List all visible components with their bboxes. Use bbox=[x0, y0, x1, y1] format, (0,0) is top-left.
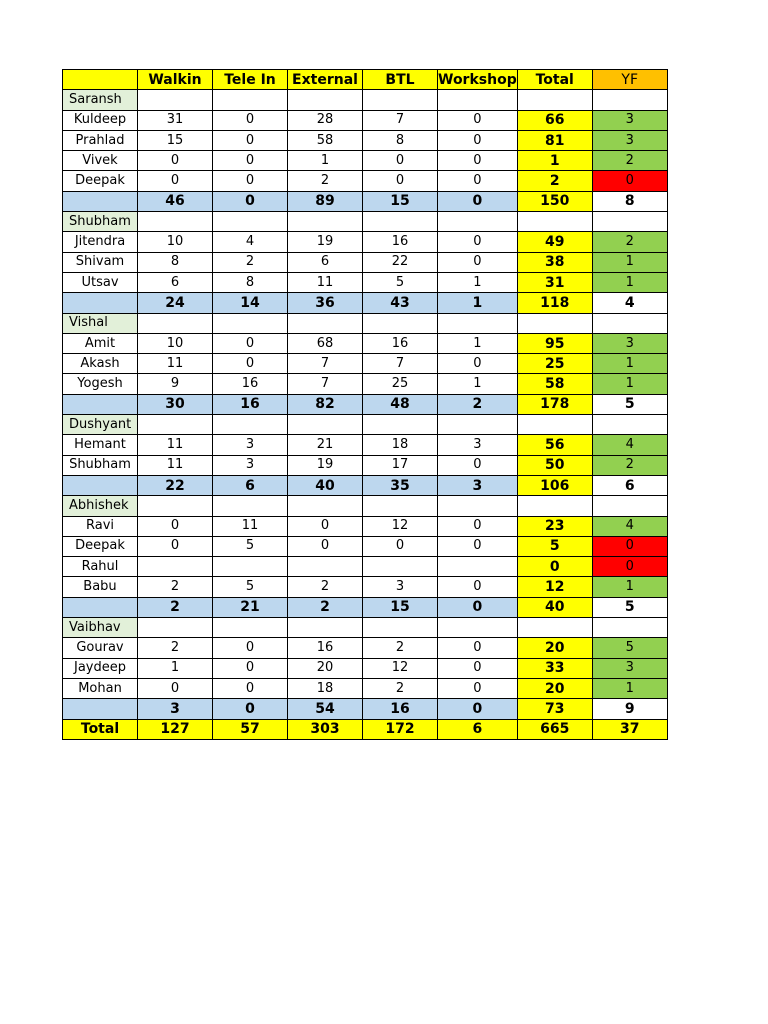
tele-in-cell: 16 bbox=[213, 374, 288, 394]
btl-cell: 2 bbox=[363, 638, 438, 658]
subtotal-btl-cell: 15 bbox=[363, 597, 438, 617]
table-row bbox=[63, 272, 668, 292]
table-body bbox=[63, 70, 668, 740]
empty-cell bbox=[213, 496, 288, 516]
tele-in-cell: 3 bbox=[213, 435, 288, 455]
empty-cell bbox=[438, 313, 518, 333]
walkin-cell: 0 bbox=[138, 151, 213, 171]
walkin-cell: 15 bbox=[138, 130, 213, 150]
subtotal-walkin-cell: 30 bbox=[138, 394, 213, 414]
empty-cell bbox=[592, 618, 667, 638]
btl-cell: 0 bbox=[363, 536, 438, 556]
external-cell: 18 bbox=[288, 678, 363, 698]
row-total-cell: 66 bbox=[517, 110, 592, 130]
header-cell-external: External bbox=[288, 70, 363, 90]
external-cell: 11 bbox=[288, 272, 363, 292]
subtotal-label bbox=[63, 699, 138, 719]
tele-in-cell: 0 bbox=[213, 638, 288, 658]
empty-cell bbox=[363, 90, 438, 110]
tele-in-cell: 0 bbox=[213, 171, 288, 191]
member-name: Prahlad bbox=[63, 130, 138, 150]
workshop-cell: 0 bbox=[438, 354, 518, 374]
yf-cell: 3 bbox=[592, 110, 667, 130]
workshop-cell: 0 bbox=[438, 171, 518, 191]
subtotal-workshop-cell: 0 bbox=[438, 699, 518, 719]
yf-cell: 5 bbox=[592, 638, 667, 658]
subtotal-total-cell: 178 bbox=[517, 394, 592, 414]
empty-cell bbox=[592, 313, 667, 333]
empty-cell bbox=[138, 496, 213, 516]
header-cell-walkin: Walkin bbox=[138, 70, 213, 90]
member-name: Ravi bbox=[63, 516, 138, 536]
external-cell: 1 bbox=[288, 151, 363, 171]
yf-cell: 1 bbox=[592, 374, 667, 394]
subtotal-total-cell: 106 bbox=[517, 475, 592, 495]
grand-total-row bbox=[63, 719, 668, 739]
subtotal-walkin-cell: 3 bbox=[138, 699, 213, 719]
walkin-cell: 8 bbox=[138, 252, 213, 272]
group-row bbox=[63, 212, 668, 232]
subtotal-label bbox=[63, 191, 138, 211]
empty-cell bbox=[363, 618, 438, 638]
subtotal-external-cell: 89 bbox=[288, 191, 363, 211]
walkin-cell: 11 bbox=[138, 354, 213, 374]
member-name: Vivek bbox=[63, 151, 138, 171]
subtotal-workshop-cell: 0 bbox=[438, 191, 518, 211]
table-row bbox=[63, 252, 668, 272]
header-row bbox=[63, 70, 668, 90]
member-name: Akash bbox=[63, 354, 138, 374]
walkin-cell: 0 bbox=[138, 678, 213, 698]
member-name: Yogesh bbox=[63, 374, 138, 394]
subtotal-btl-cell: 35 bbox=[363, 475, 438, 495]
subtotal-external-cell: 54 bbox=[288, 699, 363, 719]
walkin-cell: 1 bbox=[138, 658, 213, 678]
header-cell-tele-in: Tele In bbox=[213, 70, 288, 90]
member-name: Rahul bbox=[63, 557, 138, 577]
tele-in-cell: 3 bbox=[213, 455, 288, 475]
empty-cell bbox=[213, 90, 288, 110]
empty-cell bbox=[517, 496, 592, 516]
empty-cell bbox=[213, 313, 288, 333]
row-total-cell: 33 bbox=[517, 658, 592, 678]
subtotal-tele-in-cell: 14 bbox=[213, 293, 288, 313]
group-row bbox=[63, 90, 668, 110]
subtotal-row bbox=[63, 394, 668, 414]
subtotal-btl-cell: 43 bbox=[363, 293, 438, 313]
subtotal-row bbox=[63, 597, 668, 617]
empty-cell bbox=[288, 90, 363, 110]
empty-cell bbox=[438, 212, 518, 232]
row-total-cell: 95 bbox=[517, 333, 592, 353]
btl-cell: 0 bbox=[363, 151, 438, 171]
member-name: Jaydeep bbox=[63, 658, 138, 678]
subtotal-tele-in-cell: 16 bbox=[213, 394, 288, 414]
subtotal-yf-cell: 6 bbox=[592, 475, 667, 495]
group-row bbox=[63, 415, 668, 435]
empty-cell bbox=[363, 415, 438, 435]
workshop-cell: 0 bbox=[438, 455, 518, 475]
subtotal-yf-cell: 9 bbox=[592, 699, 667, 719]
row-total-cell: 20 bbox=[517, 678, 592, 698]
member-name: Mohan bbox=[63, 678, 138, 698]
btl-cell: 0 bbox=[363, 171, 438, 191]
subtotal-yf-cell: 8 bbox=[592, 191, 667, 211]
row-total-cell: 2 bbox=[517, 171, 592, 191]
group-row bbox=[63, 313, 668, 333]
empty-cell bbox=[592, 415, 667, 435]
row-total-cell: 50 bbox=[517, 455, 592, 475]
empty-cell bbox=[138, 90, 213, 110]
yf-cell: 3 bbox=[592, 333, 667, 353]
empty-cell bbox=[438, 90, 518, 110]
table-row bbox=[63, 516, 668, 536]
subtotal-workshop-cell: 1 bbox=[438, 293, 518, 313]
subtotal-yf-cell: 5 bbox=[592, 394, 667, 414]
grand-total-label: Total bbox=[63, 719, 138, 739]
empty-cell bbox=[363, 496, 438, 516]
empty-cell bbox=[438, 618, 518, 638]
btl-cell: 12 bbox=[363, 516, 438, 536]
external-cell: 0 bbox=[288, 536, 363, 556]
yf-cell: 4 bbox=[592, 435, 667, 455]
subtotal-btl-cell: 16 bbox=[363, 699, 438, 719]
workshop-cell: 0 bbox=[438, 678, 518, 698]
subtotal-total-cell: 40 bbox=[517, 597, 592, 617]
row-total-cell: 49 bbox=[517, 232, 592, 252]
empty-cell bbox=[438, 415, 518, 435]
walkin-cell: 10 bbox=[138, 232, 213, 252]
empty-cell bbox=[213, 618, 288, 638]
table-row bbox=[63, 374, 668, 394]
table-row bbox=[63, 130, 668, 150]
member-name: Babu bbox=[63, 577, 138, 597]
empty-cell bbox=[288, 313, 363, 333]
header-cell-corner bbox=[63, 70, 138, 90]
subtotal-btl-cell: 48 bbox=[363, 394, 438, 414]
member-name: Deepak bbox=[63, 171, 138, 191]
header-cell-workshop: Workshop bbox=[438, 70, 518, 90]
grand-total-workshop-cell: 6 bbox=[438, 719, 518, 739]
member-name: Kuldeep bbox=[63, 110, 138, 130]
tele-in-cell: 0 bbox=[213, 110, 288, 130]
workshop-cell: 1 bbox=[438, 272, 518, 292]
btl-cell: 12 bbox=[363, 658, 438, 678]
table-row bbox=[63, 110, 668, 130]
tele-in-cell: 0 bbox=[213, 333, 288, 353]
walkin-cell: 11 bbox=[138, 455, 213, 475]
subtotal-tele-in-cell: 6 bbox=[213, 475, 288, 495]
subtotal-walkin-cell: 22 bbox=[138, 475, 213, 495]
table-row bbox=[63, 536, 668, 556]
subtotal-label bbox=[63, 394, 138, 414]
table-row bbox=[63, 455, 668, 475]
subtotal-external-cell: 40 bbox=[288, 475, 363, 495]
tele-in-cell: 0 bbox=[213, 678, 288, 698]
empty-cell bbox=[592, 496, 667, 516]
btl-cell: 7 bbox=[363, 354, 438, 374]
walkin-cell: 31 bbox=[138, 110, 213, 130]
subtotal-walkin-cell: 2 bbox=[138, 597, 213, 617]
table-row bbox=[63, 151, 668, 171]
subtotal-tele-in-cell: 0 bbox=[213, 699, 288, 719]
subtotal-workshop-cell: 3 bbox=[438, 475, 518, 495]
yf-cell: 4 bbox=[592, 516, 667, 536]
workshop-cell: 3 bbox=[438, 435, 518, 455]
subtotal-total-cell: 73 bbox=[517, 699, 592, 719]
empty-cell bbox=[288, 415, 363, 435]
external-cell: 58 bbox=[288, 130, 363, 150]
member-name: Deepak bbox=[63, 536, 138, 556]
walkin-cell: 0 bbox=[138, 516, 213, 536]
empty-cell bbox=[138, 313, 213, 333]
group-row bbox=[63, 618, 668, 638]
external-cell bbox=[288, 557, 363, 577]
tele-in-cell: 0 bbox=[213, 354, 288, 374]
btl-cell: 2 bbox=[363, 678, 438, 698]
table-row bbox=[63, 232, 668, 252]
subtotal-total-cell: 118 bbox=[517, 293, 592, 313]
btl-cell: 7 bbox=[363, 110, 438, 130]
row-total-cell: 58 bbox=[517, 374, 592, 394]
tele-in-cell: 0 bbox=[213, 130, 288, 150]
table-row bbox=[63, 171, 668, 191]
tele-in-cell: 5 bbox=[213, 536, 288, 556]
yf-cell: 1 bbox=[592, 252, 667, 272]
workshop-cell: 0 bbox=[438, 516, 518, 536]
grand-total-tele-in-cell: 57 bbox=[213, 719, 288, 739]
header-cell-btl: BTL bbox=[363, 70, 438, 90]
walkin-cell bbox=[138, 557, 213, 577]
group-label: Vaibhav bbox=[63, 618, 138, 638]
walkin-cell: 11 bbox=[138, 435, 213, 455]
external-cell: 7 bbox=[288, 374, 363, 394]
row-total-cell: 12 bbox=[517, 577, 592, 597]
btl-cell bbox=[363, 557, 438, 577]
subtotal-tele-in-cell: 21 bbox=[213, 597, 288, 617]
yf-cell: 0 bbox=[592, 536, 667, 556]
data-table bbox=[62, 69, 668, 740]
member-name: Shubham bbox=[63, 455, 138, 475]
grand-total-yf-cell: 37 bbox=[592, 719, 667, 739]
subtotal-label bbox=[63, 597, 138, 617]
subtotal-walkin-cell: 46 bbox=[138, 191, 213, 211]
subtotal-workshop-cell: 2 bbox=[438, 394, 518, 414]
workshop-cell: 0 bbox=[438, 232, 518, 252]
row-total-cell: 20 bbox=[517, 638, 592, 658]
yf-cell: 1 bbox=[592, 678, 667, 698]
btl-cell: 16 bbox=[363, 232, 438, 252]
external-cell: 19 bbox=[288, 455, 363, 475]
workshop-cell: 0 bbox=[438, 252, 518, 272]
empty-cell bbox=[288, 496, 363, 516]
empty-cell bbox=[592, 212, 667, 232]
row-total-cell: 23 bbox=[517, 516, 592, 536]
workshop-cell: 0 bbox=[438, 577, 518, 597]
walkin-cell: 0 bbox=[138, 171, 213, 191]
row-total-cell: 1 bbox=[517, 151, 592, 171]
yf-cell: 1 bbox=[592, 354, 667, 374]
subtotal-external-cell: 36 bbox=[288, 293, 363, 313]
member-name: Gourav bbox=[63, 638, 138, 658]
table-row bbox=[63, 354, 668, 374]
member-name: Hemant bbox=[63, 435, 138, 455]
empty-cell bbox=[138, 415, 213, 435]
btl-cell: 18 bbox=[363, 435, 438, 455]
row-total-cell: 31 bbox=[517, 272, 592, 292]
walkin-cell: 6 bbox=[138, 272, 213, 292]
workshop-cell bbox=[438, 557, 518, 577]
row-total-cell: 56 bbox=[517, 435, 592, 455]
empty-cell bbox=[288, 618, 363, 638]
member-name: Jitendra bbox=[63, 232, 138, 252]
yf-cell: 1 bbox=[592, 272, 667, 292]
external-cell: 6 bbox=[288, 252, 363, 272]
header-cell-yf: YF bbox=[592, 70, 667, 90]
empty-cell bbox=[138, 212, 213, 232]
btl-cell: 3 bbox=[363, 577, 438, 597]
tele-in-cell: 5 bbox=[213, 577, 288, 597]
subtotal-row bbox=[63, 699, 668, 719]
subtotal-workshop-cell: 0 bbox=[438, 597, 518, 617]
empty-cell bbox=[517, 212, 592, 232]
subtotal-external-cell: 82 bbox=[288, 394, 363, 414]
tele-in-cell: 8 bbox=[213, 272, 288, 292]
table-row bbox=[63, 678, 668, 698]
member-name: Shivam bbox=[63, 252, 138, 272]
group-label: Shubham bbox=[63, 212, 138, 232]
empty-cell bbox=[213, 212, 288, 232]
tele-in-cell: 4 bbox=[213, 232, 288, 252]
external-cell: 0 bbox=[288, 516, 363, 536]
grand-total-walkin-cell: 127 bbox=[138, 719, 213, 739]
empty-cell bbox=[363, 313, 438, 333]
external-cell: 2 bbox=[288, 577, 363, 597]
external-cell: 2 bbox=[288, 171, 363, 191]
workshop-cell: 0 bbox=[438, 110, 518, 130]
workshop-cell: 0 bbox=[438, 638, 518, 658]
workshop-cell: 0 bbox=[438, 536, 518, 556]
workshop-cell: 1 bbox=[438, 333, 518, 353]
tele-in-cell: 0 bbox=[213, 658, 288, 678]
btl-cell: 8 bbox=[363, 130, 438, 150]
external-cell: 68 bbox=[288, 333, 363, 353]
btl-cell: 16 bbox=[363, 333, 438, 353]
workshop-cell: 0 bbox=[438, 658, 518, 678]
group-label: Dushyant bbox=[63, 415, 138, 435]
header-cell-total: Total bbox=[517, 70, 592, 90]
workshop-cell: 1 bbox=[438, 374, 518, 394]
yf-cell: 0 bbox=[592, 557, 667, 577]
yf-cell: 2 bbox=[592, 151, 667, 171]
member-name: Amit bbox=[63, 333, 138, 353]
row-total-cell: 0 bbox=[517, 557, 592, 577]
subtotal-walkin-cell: 24 bbox=[138, 293, 213, 313]
walkin-cell: 0 bbox=[138, 536, 213, 556]
walkin-cell: 9 bbox=[138, 374, 213, 394]
subtotal-row bbox=[63, 191, 668, 211]
subtotal-tele-in-cell: 0 bbox=[213, 191, 288, 211]
external-cell: 16 bbox=[288, 638, 363, 658]
subtotal-yf-cell: 4 bbox=[592, 293, 667, 313]
empty-cell bbox=[517, 313, 592, 333]
subtotal-row bbox=[63, 475, 668, 495]
grand-total-external-cell: 303 bbox=[288, 719, 363, 739]
workshop-cell: 0 bbox=[438, 130, 518, 150]
row-total-cell: 25 bbox=[517, 354, 592, 374]
empty-cell bbox=[288, 212, 363, 232]
walkin-cell: 2 bbox=[138, 638, 213, 658]
external-cell: 21 bbox=[288, 435, 363, 455]
grand-total-btl-cell: 172 bbox=[363, 719, 438, 739]
subtotal-yf-cell: 5 bbox=[592, 597, 667, 617]
subtotal-external-cell: 2 bbox=[288, 597, 363, 617]
table-row bbox=[63, 557, 668, 577]
yf-cell: 3 bbox=[592, 130, 667, 150]
group-row bbox=[63, 496, 668, 516]
btl-cell: 22 bbox=[363, 252, 438, 272]
table-row bbox=[63, 658, 668, 678]
row-total-cell: 81 bbox=[517, 130, 592, 150]
empty-cell bbox=[438, 496, 518, 516]
empty-cell bbox=[592, 90, 667, 110]
btl-cell: 25 bbox=[363, 374, 438, 394]
empty-cell bbox=[363, 212, 438, 232]
yf-cell: 0 bbox=[592, 171, 667, 191]
subtotal-total-cell: 150 bbox=[517, 191, 592, 211]
empty-cell bbox=[517, 90, 592, 110]
tele-in-cell: 11 bbox=[213, 516, 288, 536]
group-label: Saransh bbox=[63, 90, 138, 110]
walkin-cell: 10 bbox=[138, 333, 213, 353]
empty-cell bbox=[517, 618, 592, 638]
external-cell: 19 bbox=[288, 232, 363, 252]
row-total-cell: 5 bbox=[517, 536, 592, 556]
subtotal-btl-cell: 15 bbox=[363, 191, 438, 211]
empty-cell bbox=[213, 415, 288, 435]
subtotal-label bbox=[63, 293, 138, 313]
btl-cell: 5 bbox=[363, 272, 438, 292]
table-row bbox=[63, 333, 668, 353]
workshop-cell: 0 bbox=[438, 151, 518, 171]
subtotal-label bbox=[63, 475, 138, 495]
external-cell: 7 bbox=[288, 354, 363, 374]
row-total-cell: 38 bbox=[517, 252, 592, 272]
tele-in-cell bbox=[213, 557, 288, 577]
btl-cell: 17 bbox=[363, 455, 438, 475]
yf-cell: 1 bbox=[592, 577, 667, 597]
table-row bbox=[63, 638, 668, 658]
external-cell: 20 bbox=[288, 658, 363, 678]
empty-cell bbox=[138, 618, 213, 638]
table-row bbox=[63, 577, 668, 597]
member-name: Utsav bbox=[63, 272, 138, 292]
external-cell: 28 bbox=[288, 110, 363, 130]
grand-total-total-cell: 665 bbox=[517, 719, 592, 739]
group-label: Abhishek bbox=[63, 496, 138, 516]
walkin-cell: 2 bbox=[138, 577, 213, 597]
tele-in-cell: 2 bbox=[213, 252, 288, 272]
group-label: Vishal bbox=[63, 313, 138, 333]
yf-cell: 3 bbox=[592, 658, 667, 678]
table-row bbox=[63, 435, 668, 455]
subtotal-row bbox=[63, 293, 668, 313]
yf-cell: 2 bbox=[592, 455, 667, 475]
yf-cell: 2 bbox=[592, 232, 667, 252]
tele-in-cell: 0 bbox=[213, 151, 288, 171]
empty-cell bbox=[517, 415, 592, 435]
